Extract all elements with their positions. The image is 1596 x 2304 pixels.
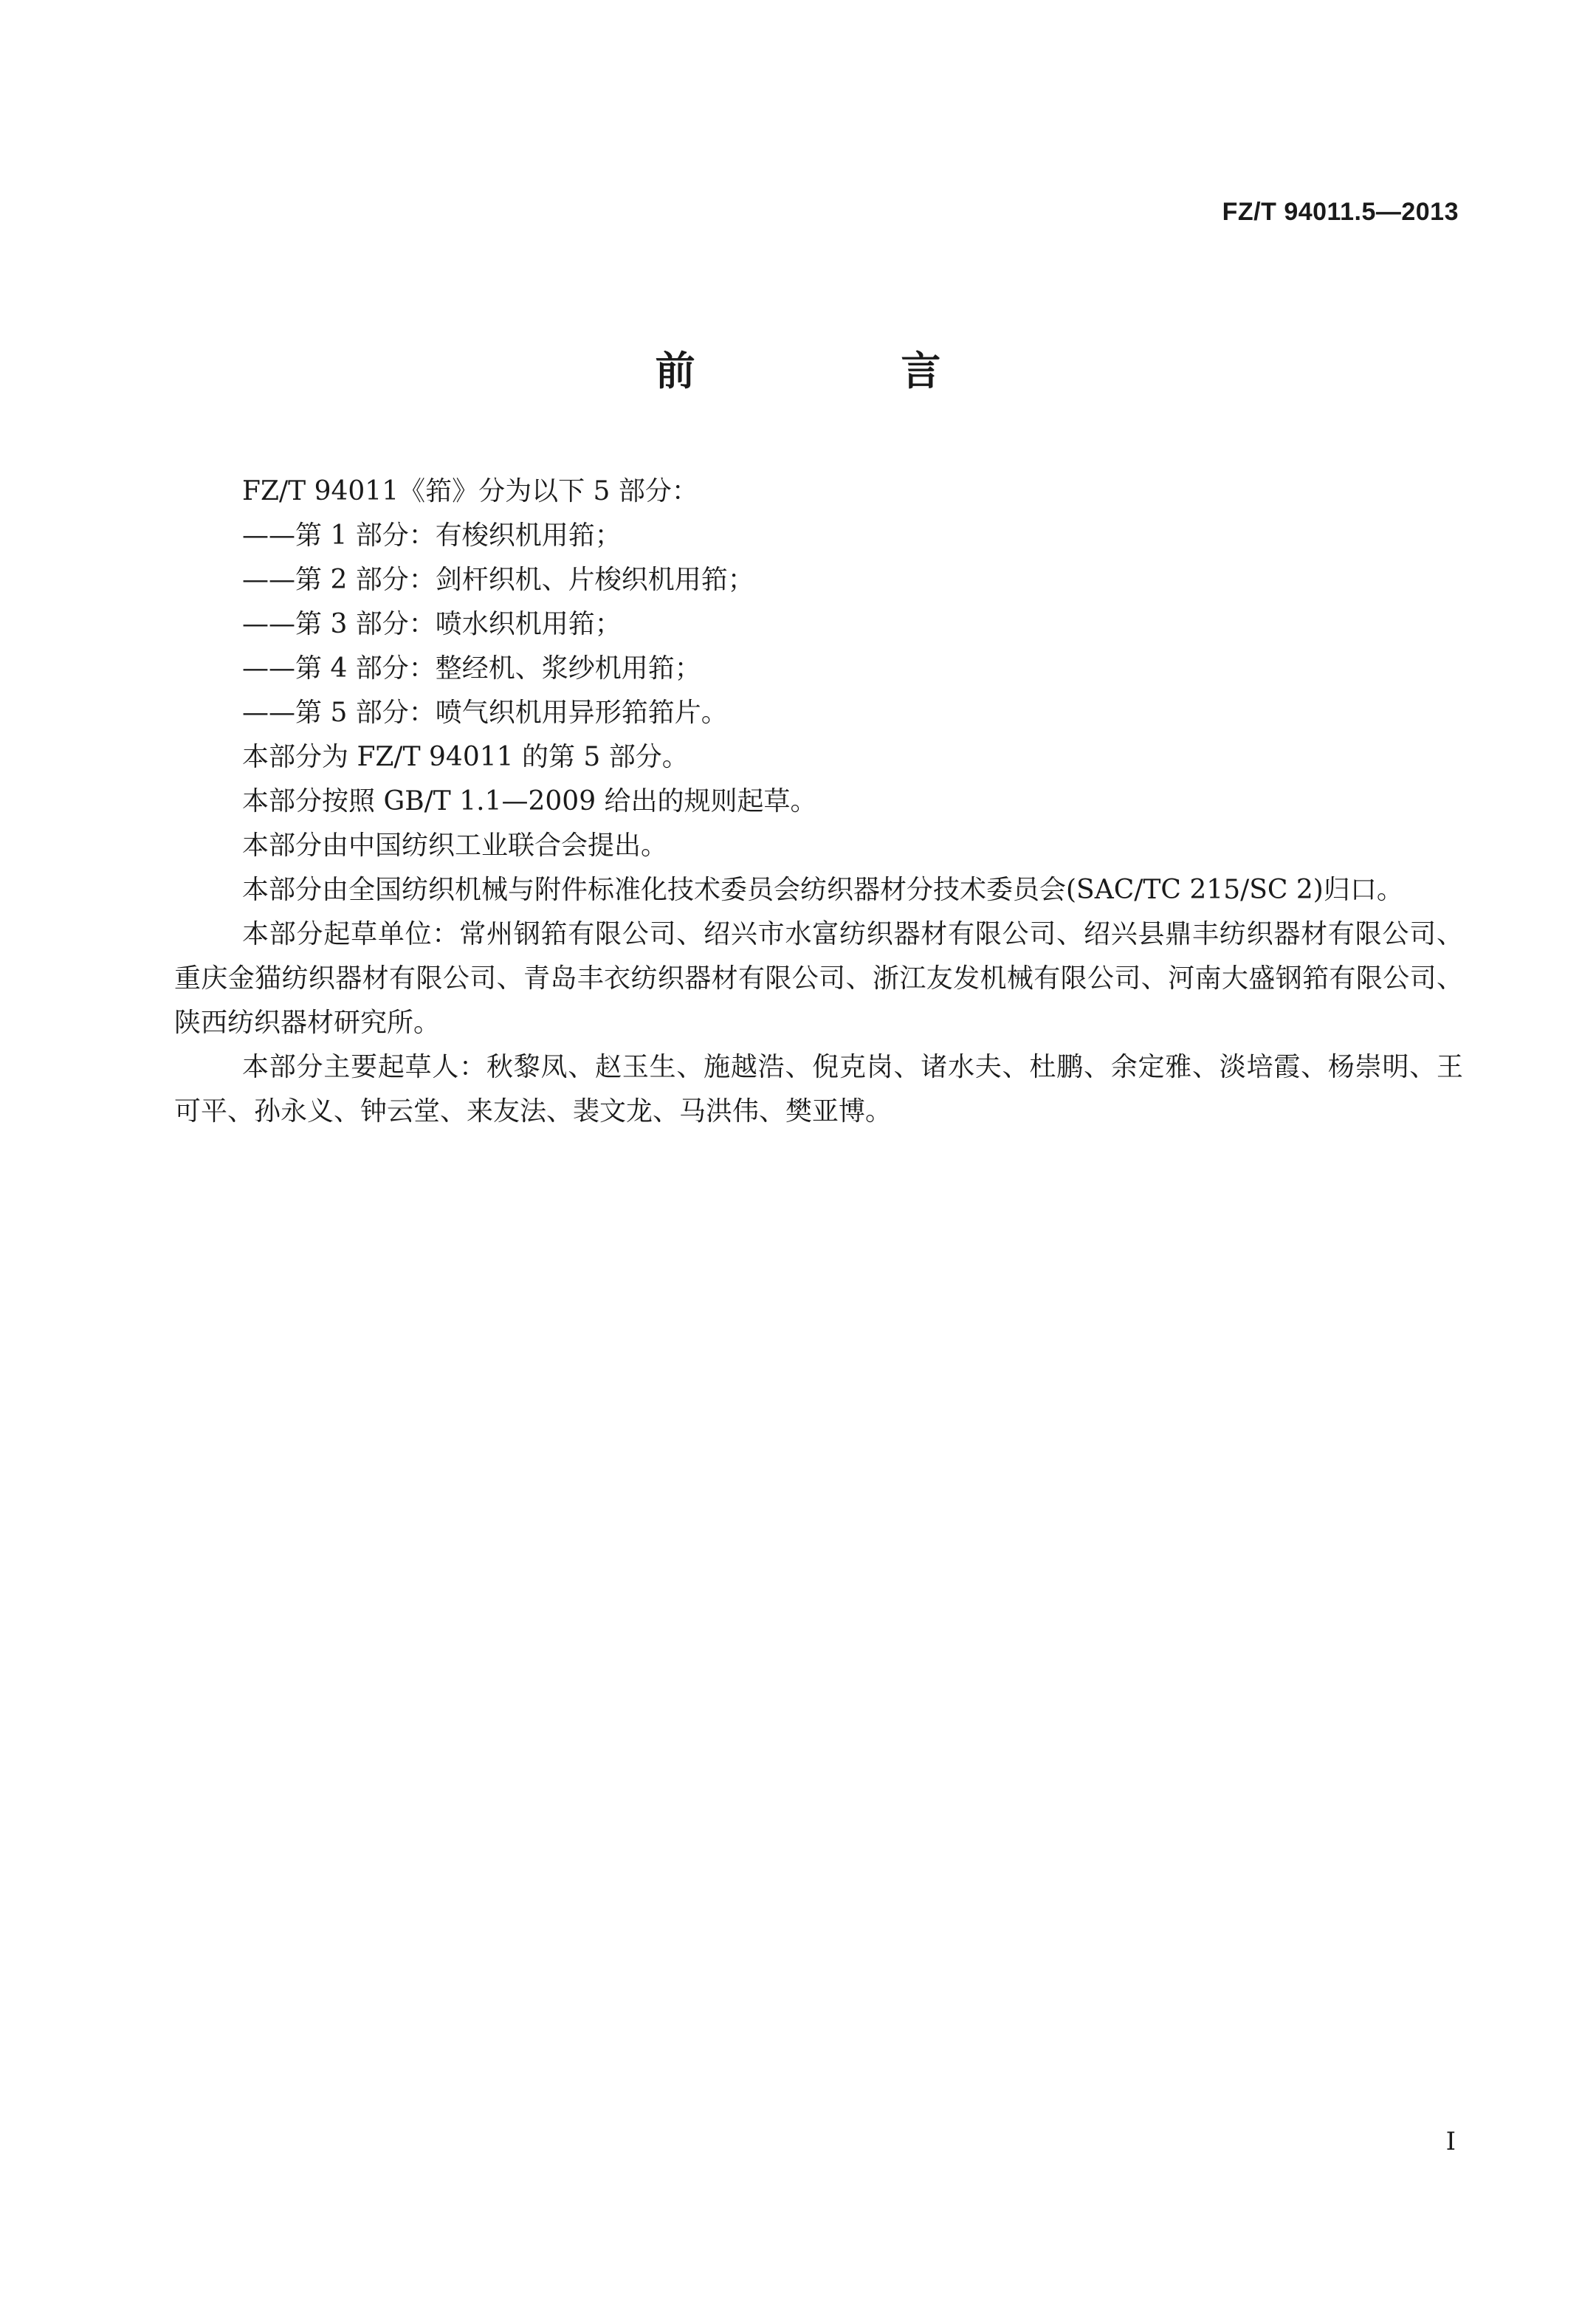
paragraph-drafters: 本部分主要起草人：秋黎凤、赵玉生、施越浩、倪克岗、诸水夫、杜鹏、余定雅、淡培霞、杨崇明、王可平、孙永义、钟云堂、来友法、裴文龙、马洪伟、樊亚博。 <box>174 1052 1463 1127</box>
document-code: FZ/T 94011.5—2013 <box>1222 198 1459 226</box>
paragraph-drafting-units: 本部分起草单位：常州钢筘有限公司、绍兴市水富纺织器材有限公司、绍兴县鼎丰纺织器材有限公司、重庆金猫纺织器材有限公司、青岛丰衣纺织器材有限公司、浙江友发机械有限公司、河南大盛钢筘有限公司、陕西纺织器材研究所。 <box>174 919 1463 1038</box>
list-item-part-2: ——第 2 部分：剑杆织机、片梭织机用筘； <box>242 565 754 595</box>
paragraph-part-statement: 本部分为 FZ/T 94011 的第 5 部分。 <box>242 742 689 772</box>
paragraph-proposed-by: 本部分由中国纺织工业联合会提出。 <box>242 831 668 861</box>
paragraph-intro: FZ/T 94011《筘》分为以下 5 部分： <box>242 476 698 506</box>
list-item-part-1: ——第 1 部分：有梭织机用筘； <box>242 520 622 551</box>
paragraph-under-jurisdiction: 本部分由全国纺织机械与附件标准化技术委员会纺织器材分技术委员会(SAC/TC 215/SC 2)归口。 <box>242 875 1403 905</box>
page-number: I <box>1445 2127 1456 2156</box>
page-title: 前 言 <box>655 348 1037 394</box>
list-item-part-4: ——第 4 部分：整经机、浆纱机用筘； <box>242 653 701 684</box>
list-item-part-5: ——第 5 部分：喷气织机用异形筘筘片。 <box>242 698 728 728</box>
paragraph-drafting-rules: 本部分按照 GB/T 1.1—2009 给出的规则起草。 <box>242 786 817 816</box>
list-item-part-3: ——第 3 部分：喷水织机用筘； <box>242 609 622 639</box>
foreword-body <box>174 470 1463 1134</box>
